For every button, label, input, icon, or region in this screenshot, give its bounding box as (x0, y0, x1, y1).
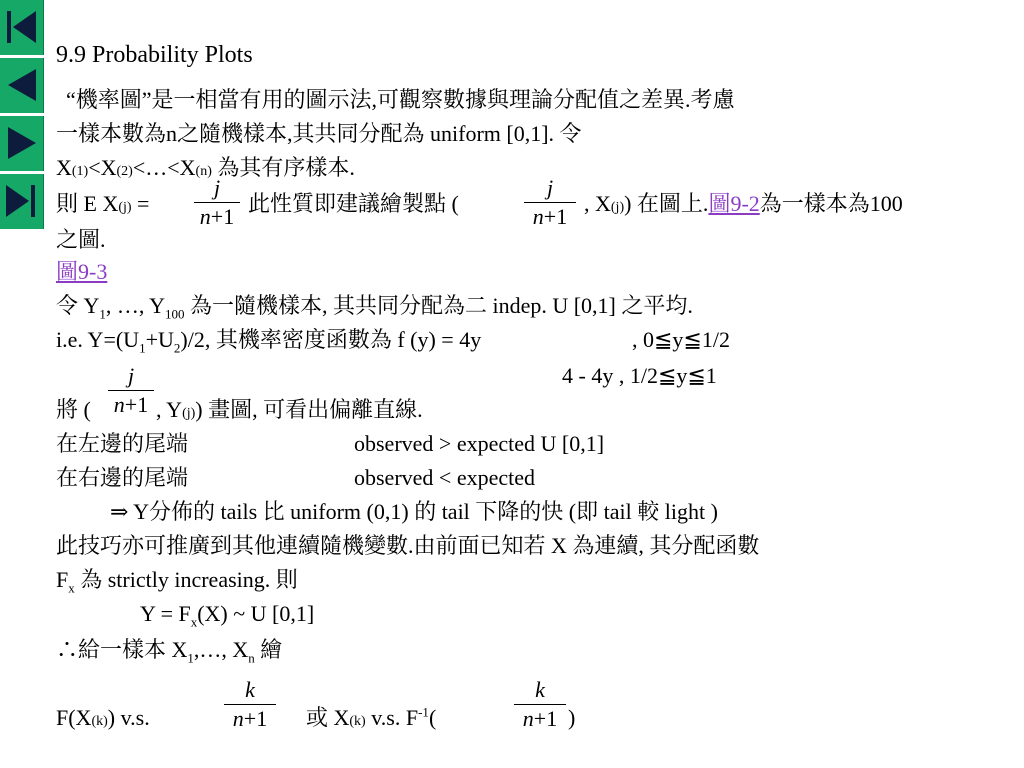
xn-subscript: n (248, 650, 255, 666)
figure-9-2-link[interactable]: 圖9-2 (708, 191, 760, 216)
expectation-text: 則 E X (56, 191, 119, 216)
generalization-line: 此技巧亦可推廣到其他連續隨機變數.由前面已知若 X 為連續, 其分配函數 (56, 533, 760, 558)
xn-symbol: <…<X (132, 155, 196, 180)
xn-subscript: (n) (195, 164, 212, 179)
plot-line-start: 將 ( (56, 397, 91, 422)
plot-text: ) 在圖上. (624, 191, 709, 216)
previous-slide-button[interactable] (0, 58, 44, 113)
figure-9-3-link[interactable]: 圖9-3 (56, 259, 108, 284)
density-range-1: , 0≦y≦1/2 (632, 327, 730, 352)
u1-symbol: i.e. Y=(U (56, 327, 140, 352)
expectation-line-start (56, 191, 149, 221)
expectation-line-mid (248, 191, 459, 217)
fraction-k-over-n-plus-1-b (512, 676, 568, 733)
fraction-numerator: k (535, 677, 545, 702)
y-equals-fx: Y = F (140, 601, 191, 626)
fraction-numerator: j (213, 175, 221, 200)
draw-text: 繪 (254, 637, 283, 662)
fraction-denominator: n+1 (113, 392, 149, 417)
fxk-subscript: (k) (91, 714, 108, 729)
fraction-j-over-n-plus-1-b (522, 174, 578, 231)
sample-100-text: 為一樣本為100 (759, 191, 903, 216)
inverse-superscript: -1 (418, 704, 429, 720)
fraction-denominator: n+1 (232, 706, 268, 731)
strictly-increasing-line (56, 567, 298, 596)
fraction-denominator: n+1 (199, 204, 235, 229)
skip-to-last-icon (4, 181, 38, 221)
right-tail-comparison: observed < expected (354, 465, 535, 490)
xj-subscript: (j) (610, 200, 625, 215)
fraction-denominator: n+1 (522, 706, 558, 731)
fxk-symbol: F(X (56, 705, 92, 730)
fx-symbol: F (56, 567, 69, 592)
fraction-numerator: k (245, 677, 255, 702)
ordered-sample-text: 為其有序樣本. (211, 155, 355, 180)
fx-subscript: x (68, 580, 75, 596)
fraction-denominator: n+1 (532, 204, 568, 229)
plot-line-end (156, 397, 423, 427)
skip-to-first-icon (4, 7, 38, 47)
slide-title: 9.9 Probability Plots (56, 42, 253, 68)
last-slide-button[interactable] (0, 174, 44, 229)
density-text: )/2, 其機率密度函數為 f (y) = 4y (180, 327, 482, 352)
fraction-k-over-n-plus-1-a (222, 676, 278, 733)
y1-symbol: 令 Y (56, 293, 100, 318)
x2-subscript: (2) (116, 164, 133, 179)
left-tail-label: 在左邊的尾端 (56, 431, 189, 456)
xj-symbol: , X (584, 191, 611, 216)
final-plot-line-mid (306, 705, 436, 735)
u1-subscript: 1 (139, 340, 146, 356)
triangle-left-icon (4, 65, 38, 105)
fraction-numerator: j (127, 363, 135, 388)
uniform-text: (X) ~ U [0,1] (197, 601, 315, 626)
figure-text-line: 之圖. (56, 227, 106, 252)
xk-subscript: (k) (349, 714, 366, 729)
density-line (56, 327, 482, 356)
strictly-increasing-text: 為 strictly increasing. 則 (74, 567, 298, 592)
yj-symbol: , Y (156, 397, 183, 422)
or-xk-text: 或 X (306, 705, 350, 730)
next-slide-button[interactable] (0, 116, 44, 171)
versus-text: ) v.s. (107, 705, 150, 730)
first-slide-button[interactable] (0, 0, 44, 55)
y100-subscript: 100 (164, 306, 185, 322)
x1-subscript: 1 (187, 650, 194, 666)
equals-sign: = (131, 191, 150, 216)
inverse-f-text: v.s. F (365, 705, 419, 730)
fraction-numerator: j (546, 175, 554, 200)
u2-subscript: 2 (173, 340, 181, 356)
left-tail-comparison: observed > expected U [0,1] (354, 431, 605, 456)
deviation-text: ) 畫圖, 可看出偏離直線. (195, 397, 423, 422)
plot-suggestion-text: 此性質即建議繪製點 ( (248, 191, 459, 216)
random-sample-line (56, 293, 693, 322)
x1-subscript: (1) (71, 164, 89, 179)
y1-subscript: 1 (99, 306, 106, 322)
final-plot-line-start (56, 705, 150, 735)
fx-subscript: x (190, 614, 198, 630)
x1-symbol: ∴給一樣本 X (56, 637, 188, 662)
tails-conclusion: ⇒ Y分佈的 tails 比 uniform (0,1) 的 tail 下降的快 (即 tail 較 light ) (110, 499, 718, 524)
uniform-transform-line (140, 601, 315, 630)
expectation-line-end (584, 191, 903, 221)
xn-symbol: ,…, X (193, 637, 249, 662)
random-sample-text: 為一隨機樣本, 其共同分配為二 indep. U [0,1] 之平均. (184, 293, 693, 318)
density-piece-2: 4 - 4y , 1/2≦y≦1 (562, 363, 717, 388)
yj-subscript: (j) (182, 406, 196, 421)
expectation-subscript: (j) (118, 200, 132, 215)
x2-symbol: <X (88, 155, 117, 180)
fraction-j-over-n-plus-1-c (106, 362, 156, 419)
x1-symbol: X (56, 155, 72, 180)
open-paren: ( (428, 705, 437, 730)
y100-symbol: , …, Y (105, 293, 165, 318)
fraction-j-over-n-plus-1-a (192, 174, 242, 231)
given-sample-line (56, 637, 283, 666)
close-paren: ) (568, 705, 576, 730)
right-tail-label: 在右邊的尾端 (56, 465, 189, 490)
triangle-right-icon (4, 123, 38, 163)
u2-symbol: +U (145, 327, 174, 352)
text-line-2: 一樣本數為n之隨機樣本,其共同分配為 uniform [0,1]. 令 (56, 121, 582, 146)
slide-navigation (0, 0, 44, 232)
text-line-1: “機率圖”是一相當有用的圖示法,可觀察數據與理論分配值之差異.考慮 (66, 87, 735, 112)
